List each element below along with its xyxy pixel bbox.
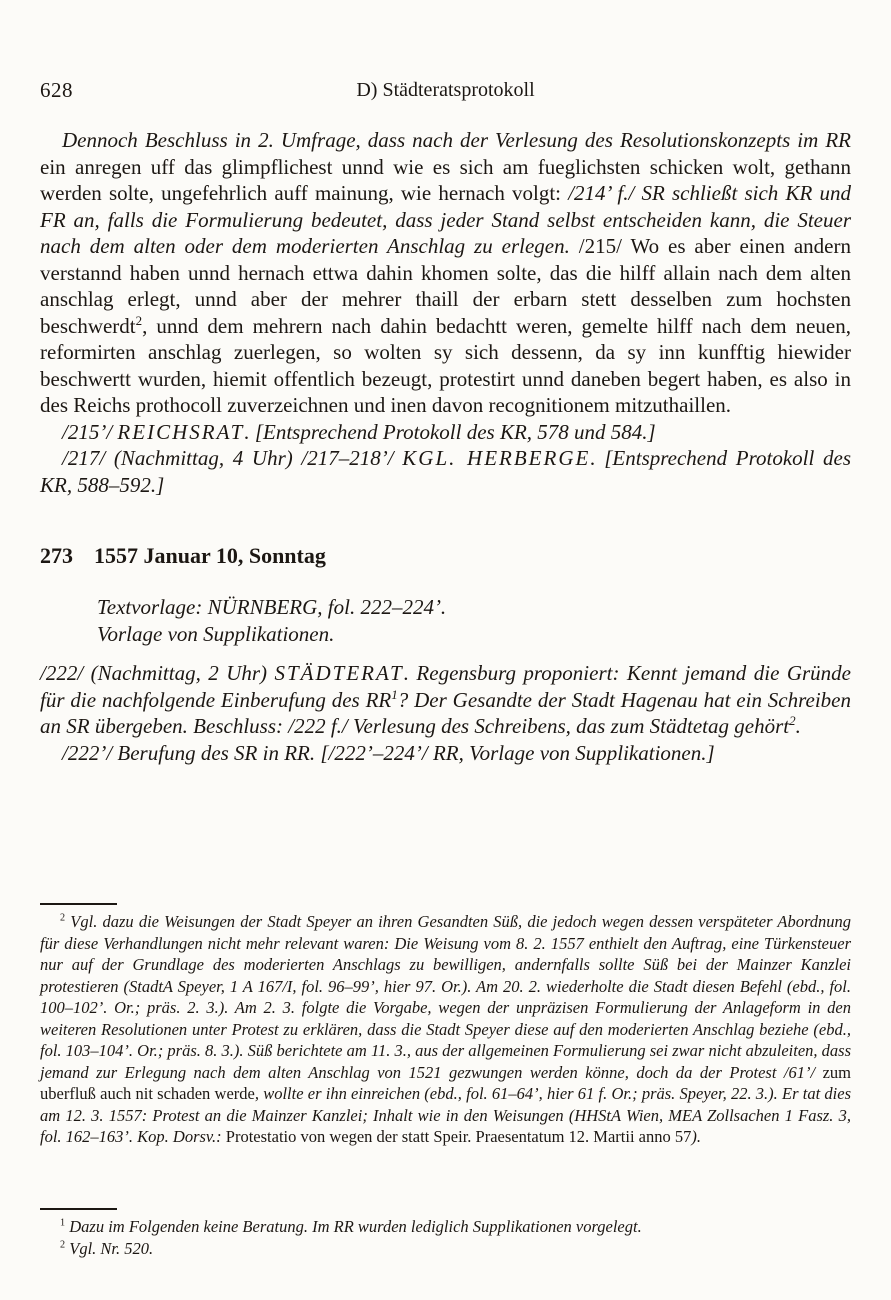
footnote-1: $^1$ Dazu im Folgenden keine Beratung. Im RR wurden lediglich Supplikationen vorgelegt. — [60, 1217, 642, 1236]
source-line-vorlage: Vorlage von Supplikationen. — [97, 621, 335, 646]
page-number: 628 — [40, 78, 73, 102]
page-header — [40, 78, 851, 102]
entry-paragraph: /222/ (Nachmittag, 2 Uhr) STÄDTERAT. Regensburg proponiert: Kennt jemand die Gründe für die nachfolgende Einberufung des $RR^1$? Der Gesandte der Stadt Hagenau hat ein Schreiben an SR übergeben. Beschluss: /222 f./ Verlesung des Schreibens, das zum Städtetag gehört$^2$. — [40, 661, 851, 738]
footnote-rule — [40, 903, 117, 905]
entry-date-heading: 1557 Januar 10, Sonntag — [94, 543, 326, 568]
entry-number: 273 — [40, 543, 73, 568]
reichsrat-line: /215’/ REICHSRAT. [Entsprechend Protokoll des KR, 578 und 584.] — [62, 419, 656, 444]
footnote-block-entry — [40, 1208, 851, 1259]
protocol-paragraph: Dennoch Beschluss in 2. Umfrage, dass nach der Verlesung des Resolutionskonzepts im RR ein anregen uff das glimpflichest unnd wie es sich am fueglichsten schicken wolt, gethann werden solte, ungefehrlich auff mainung, wie hernach volgt: /214’ f./ SR schließt sich KR und FR an, falls die Formulierung bedeutet, dass jeder Stand selbst entscheiden kann, die Steuer nach dem alten oder dem moderierten Anschlag zu erlegen. /215/ Wo es aber einen andern verstannd haben unnd hernach ettwa dahin khomen solte, das die hilff allain nach dem alten anschlag erlegt, unnd aber der mehrer thaill der erbarn stett desselben zum hochsten beschwerdt$^2$, unnd dem mehrern nach dahin bedachtt weren, gemelte hilff nach dem neuen, reformirten anschlag zuerlegen, so wolten sy sich dessenn, da sy inn kunfftig hiewider beschwertt wurden, hiemit offentlich bezeugt, protestirt unnd daneben begert haben, es also in des Reichs prothocoll zuverzeichnen und inen davon recognitionem mitzuthaillen. — [40, 128, 852, 417]
entry-paragraph: /222’/ Berufung des SR in RR. [/222’–224’/ RR, Vorlage von Supplikationen.] — [62, 740, 715, 765]
herberge-line: /217/ (Nachmittag, 4 Uhr) /217–218’/ KGL. HERBERGE. [Entsprechend Protokoll des KR, 588–592.] — [40, 446, 852, 497]
source-line-textvorlage: Textvorlage: NÜRNBERG, fol. 222–224’. — [97, 595, 447, 619]
running-title: D) Städteratsprotokoll — [356, 79, 535, 101]
text-block — [40, 127, 851, 766]
source-note — [97, 594, 851, 647]
entry-heading — [40, 542, 851, 569]
footnote-2-carryover: $^2$ Vgl. dazu die Weisungen der Stadt Speyer an ihren Gesandten Süß, die jedoch wegen dessen verspäteter Abordnung für diese Verhandlungen nicht mehr relevant waren: Die Weisung vom 8. 2. 1557 enthielt den Auftrag, eine Türkensteuer nur auf der Grundlage des moderierten Anschlags zu bewilligen, andernfalls sollte Süß bei der Mainzer Kanzlei protestieren (StadtA Speyer, 1 A 167/I, fol. 96–99’, hier 97. Or.). Am 20. 2. wiederholte die Stadt diesen Befehl (ebd., fol. 100–102’. Or.; präs. 2. 3.). Am 2. 3. folgte die Vorgabe, wegen der unpräzisen Formulierung der Anlageform in den weiteren Resolutionen unter Protest zu erklären, dass die Stadt Speyer diese auf den moderierten Anschlag beziehe (ebd., fol. 103–104’. Or.; präs. 8. 3.). Süß berichtete am 11. 3., aus der allgemeinen Formulierung sei zwar nicht abzuleiten, dass jemand zur Erlegung nach dem alten Anschlag von 1521 gezwungen werden könne, doch da der Protest /61’/ zum uberfluß auch nit schaden werde, wollte er ihn einreichen (ebd., fol. 61–64’, hier 61 f. Or.; präs. Speyer, 22. 3.). Er tat dies am 12. 3. 1557: Protest an die Mainzer Kanzlei; Inhalt wie in den Weisungen (HHStA Wien, MEA Zollsachen 1 Fasz. 3, fol. 162–163’. Kop. Dorsv.: Protestatio von wegen der statt Speir. Praesentatum 12. Martii anno 57). — [40, 912, 851, 1146]
footnote-rule — [40, 1208, 117, 1210]
footnote-2: $^2$ Vgl. Nr. 520. — [60, 1238, 154, 1258]
footnote-block-carryover — [40, 903, 851, 1148]
